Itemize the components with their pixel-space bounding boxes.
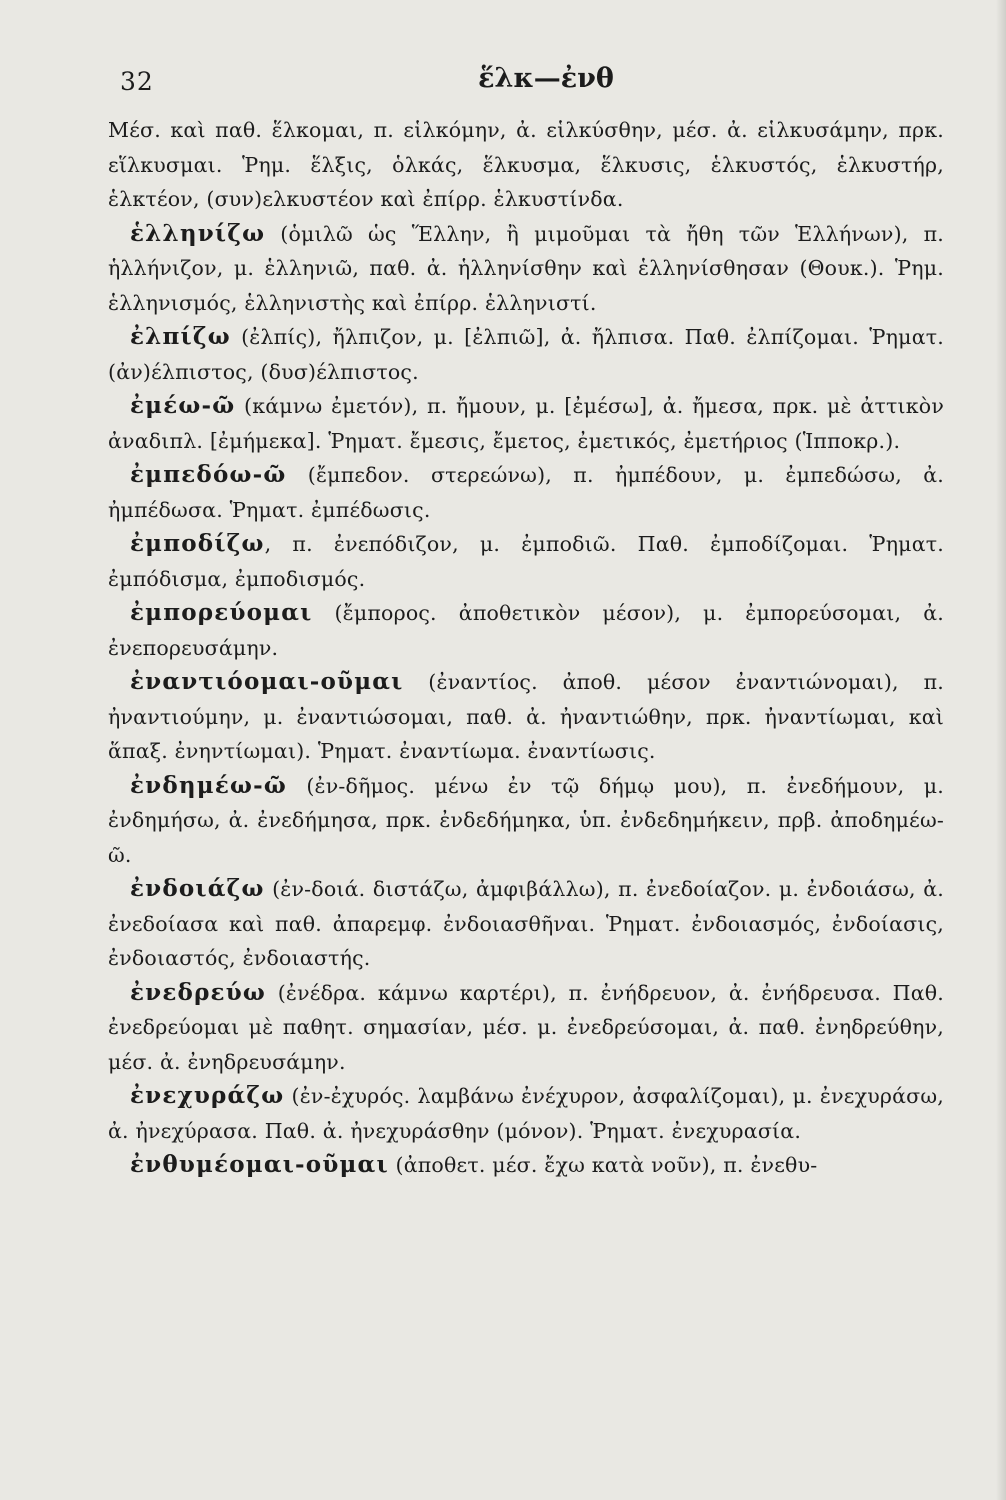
entry — [108, 1148, 944, 1183]
entry-headword: ἐμπορεύομαι — [130, 599, 313, 626]
entry-headword: ἐμποδίζω — [130, 530, 265, 557]
entry-text: , π. ἐνεπόδιζον, μ. ἐμποδιῶ. Παθ. ἐμποδίζομαι. Ῥηματ. ἐμπόδισμα, ἐμποδισμός. — [108, 532, 944, 591]
entry-headword: ἐνεδρεύω — [130, 978, 266, 1006]
entry-text: (κάμνω ἐμετόν), π. ἤμουν, μ. [ἐμέσω], ἀ. ἤμεσα, πρκ. μὲ ἀττικὸν ἀναδιπλ. [ἐμήμεκα]. Ῥηματ. ἔμεσις, ἔμετος, ἐμετικός, ἐμετήριος (Ἱπποκρ.). — [108, 394, 944, 453]
running-head: ἕλκ—ἐνθ — [478, 63, 614, 94]
entry-continuation — [108, 113, 944, 217]
entry — [108, 527, 944, 596]
entry-text: (ἐλπίς), ἤλπιζον, μ. [ἐλπιῶ], ἀ. ἤλπισα. Παθ. ἐλπίζομαι. Ῥηματ. (ἀν)έλπιστος, (δυσ)έλπιστος. — [108, 325, 944, 384]
entry-text: Μέσ. καὶ παθ. ἕλκομαι, π. εἱλκόμην, ἀ. εἱλκύσθην, μέσ. ἀ. εἱλκυσάμην, πρκ. εἵλκυσμαι. Ῥημ. ἕλξις, ὁλκάς, ἕλκυσμα, ἕλκυσις, ἑλκυστός, ἑλκυστήρ, ἑλκτέον, (συν)ελκυστέον καὶ ἐπίρρ. ἑλκυστίνδα. — [108, 118, 944, 211]
entry — [108, 665, 944, 769]
entry-headword: ἐμέω-ῶ — [130, 392, 236, 419]
entry-text: (ἀποθετ. μέσ. ἔχω κατὰ νοῦν), π. ἐνεθυ- — [388, 1153, 818, 1177]
entry — [108, 320, 944, 389]
entry — [108, 976, 944, 1080]
entry — [108, 458, 944, 527]
entry-text: (ἐναντίος. ἀποθ. μέσον ἐναντιώνομαι), π. ἠναντιούμην, μ. ἐναντιώσομαι, παθ. ἀ. ἠναντιώθην, πρκ. ἠναντίωμαι, καὶ ἅπαξ. ἐνηντίωμαι). Ῥηματ. ἐναντίωμα. ἐναντίωσις. — [108, 670, 944, 763]
entry-headword: ἐλπίζω — [130, 323, 231, 350]
entry-text: (ἐν-δοιά. διστάζω, ἀμφιβάλλω), π. ἐνεδοίαζον. μ. ἐνδοιάσω, ἀ. ἐνεδοίασα καὶ παθ. ἀπαρεμφ. ἐνδοιασθῆναι. Ῥηματ. ἐνδοιασμός, ἐνδοίασις, ἐνδοιαστός, ἐνδοιαστής. — [108, 877, 944, 970]
entry-text: (ἔμπορος. ἀποθετικὸν μέσον), μ. ἐμπορεύσομαι, ἀ. ἐνεπορευσάμην. — [108, 601, 944, 660]
entry-text: (ἐν-δῆμος. μένω ἐν τῷ δήμῳ μου), π. ἐνεδήμουν, μ. ἐνδημήσω, ἀ. ἐνεδήμησα, πρκ. ἐνδεδήμηκα, ὑπ. ἐνδεδημήκειν, πρβ. ἀποδημέω-ῶ. — [108, 773, 944, 867]
entry — [108, 769, 944, 873]
entry — [108, 217, 944, 321]
page-number: 32 — [120, 67, 154, 96]
page-body — [108, 113, 944, 1183]
entry-text: (ἐν-ἐχυρός. λαμβάνω ἐνέχυρον, ἀσφαλίζομαι), μ. ἐνεχυράσω, ἀ. ἠνεχύρασα. Παθ. ἀ. ἠνεχυράσθην (μόνον). Ῥηματ. ἐνεχυρασία. — [108, 1084, 944, 1143]
page-edge-shadow — [996, 0, 1006, 1500]
entry-text: (ἐνέδρα. κάμνω καρτέρι), π. ἐνήδρευον, ἀ. ἐνήδρευσα. Παθ. ἐνεδρεύομαι μὲ παθητ. σημασίαν, μέσ. μ. ἐνεδρεύσομαι, ἀ. παθ. ἐνηδρεύθην, μέσ. ἀ. ἐνηδρευσάμην. — [108, 980, 944, 1074]
entry-headword: ἐμπεδόω-ῶ — [130, 461, 287, 488]
entry — [108, 1079, 944, 1148]
entry-text: (ἔμπεδον. στερεώνω), π. ἠμπέδουν, μ. ἐμπεδώσω, ἀ. ἠμπέδωσα. Ῥηματ. ἐμπέδωσις. — [108, 463, 944, 522]
entry — [108, 596, 944, 665]
entry-headword: ἐνδοιάζω — [130, 875, 265, 902]
entry-headword: ἐνθυμέομαι-οῦμαι — [130, 1151, 389, 1178]
page-header — [108, 55, 944, 113]
entry-headword: ἐνδημέω-ῶ — [130, 771, 287, 799]
entry-text: (ὁμιλῶ ὡς Ἕλλην, ἢ μιμοῦμαι τὰ ἤθη τῶν Ἑλλήνων), π. ἡλλήνιζον, μ. ἑλληνιῶ, παθ. ἀ. ἡλληνίσθην καὶ ἑλληνίσθησαν (Θουκ.). Ῥημ. ἑλληνισμός, ἑλληνιστὴς καὶ ἐπίρρ. ἑλληνιστί. — [108, 221, 944, 315]
entry — [108, 872, 944, 976]
entry — [108, 389, 944, 458]
entry-headword: ἑλληνίζω — [130, 219, 266, 247]
entry-headword: ἐνεχυράζω — [130, 1082, 285, 1109]
entry-headword: ἐναντιόομαι-οῦμαι — [130, 668, 404, 695]
